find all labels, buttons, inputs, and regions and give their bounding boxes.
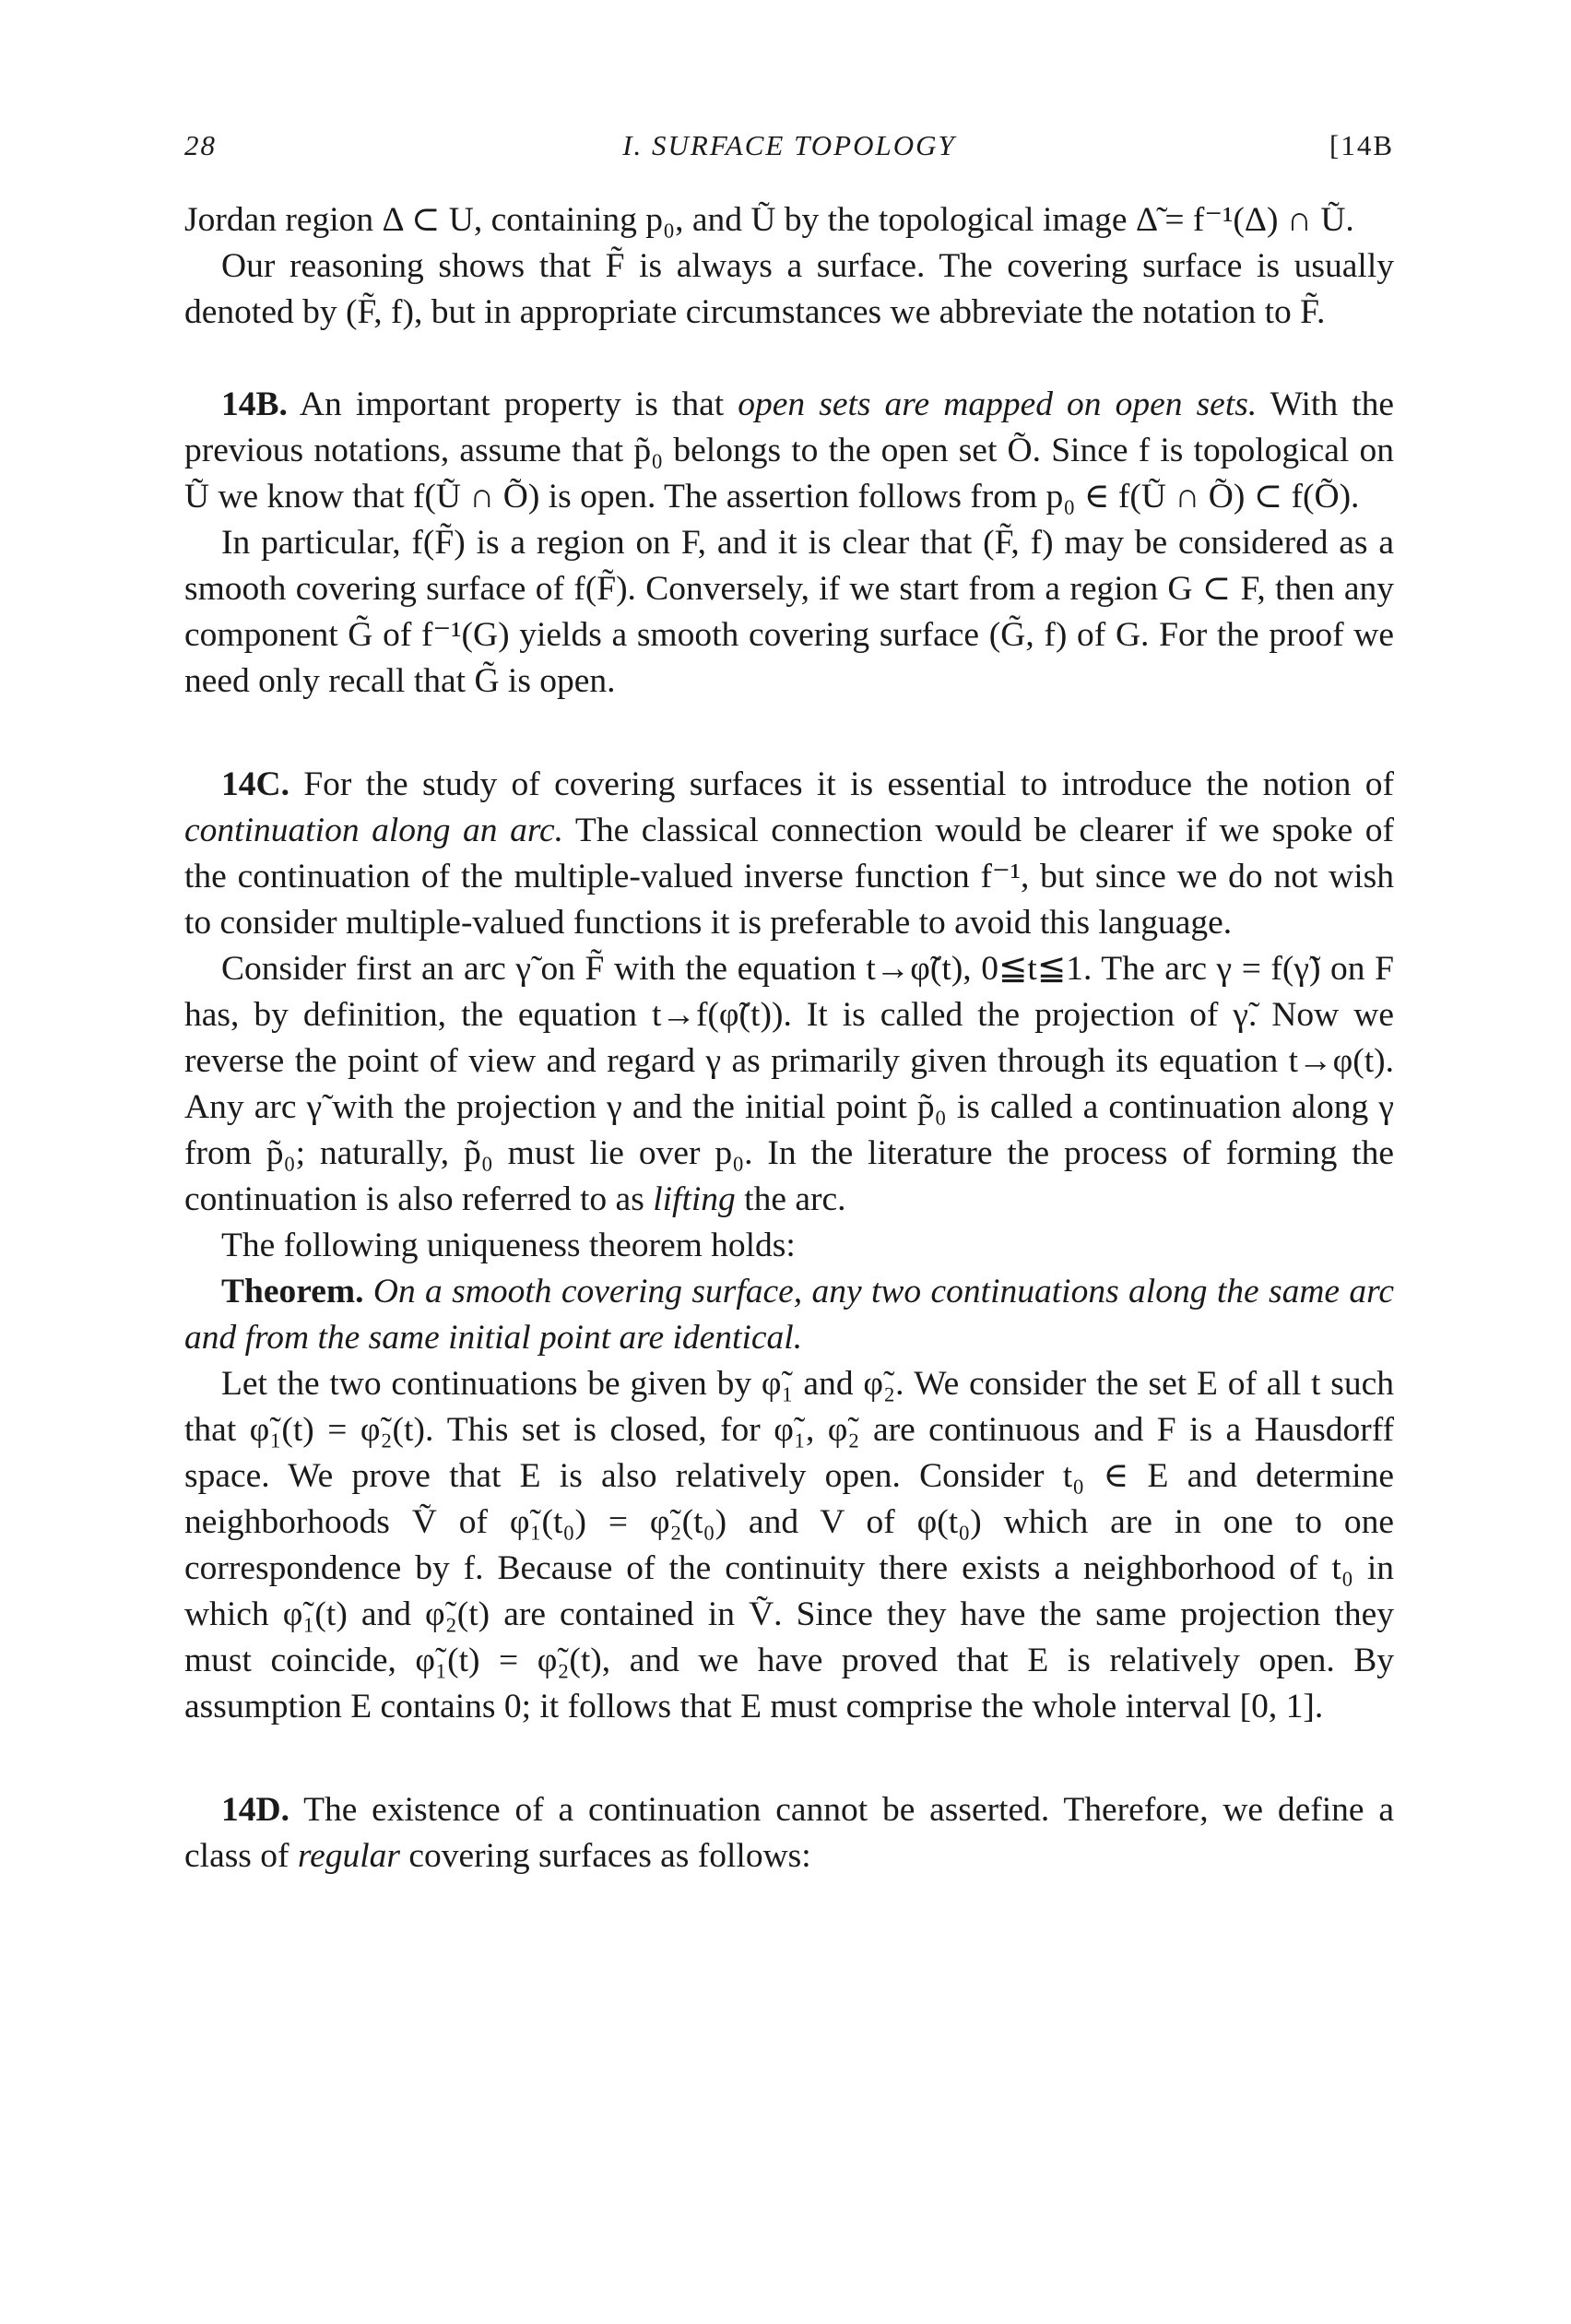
section-14b-text-a: An important property is that — [299, 385, 725, 423]
section-14c-label: 14C. — [221, 765, 289, 803]
paragraph-arc-emphasis: lifting — [653, 1180, 736, 1218]
page-body — [184, 197, 1394, 1879]
paragraph-proof: Let the two continuations be given by φ̃₁ and φ̃₂. We consider the set E of all t such that φ̃₁(t) = φ̃₂(t). This set is closed, for φ̃₁, φ̃₂ are continuous and F is a Hausdorff space. We prove that E is also relatively open. Consider t₀ ∈ E and determine neighborhoods Ṽ of φ̃₁(t₀) = φ̃₂(t₀) and V of φ(t₀) which are in one to one correspondence by f. Because of the continuity there exists a neighborhood of t₀ in which φ̃₁(t) and φ̃₂(t) are contained in Ṽ. Since they have the same projection they must coincide, φ̃₁(t) = φ̃₂(t), and we have proved that E is relatively open. By assumption E contains 0; it follows that E must comprise the whole interval [0, 1]. — [184, 1365, 1394, 1725]
section-14d-text-a: The existence of a continuation cannot be asserted. Therefore, we define a class of — [184, 1791, 1394, 1875]
paragraph-theorem-intro: The following uniqueness theorem holds: — [221, 1227, 796, 1264]
section-14c-emphasis: continuation along an arc. — [184, 812, 564, 849]
paragraph-surface: Our reasoning shows that F̃ is always a surface. The covering surface is usually denoted by (F̃, f), but in appropriate circumstances we abbreviate the notation to F̃. — [184, 247, 1394, 331]
theorem — [184, 1269, 1394, 1361]
section-14d-text-b: covering surfaces as follows: — [408, 1837, 811, 1875]
paragraph-arc-text-b: the arc. — [744, 1180, 846, 1218]
section-14b — [184, 382, 1394, 520]
section-14c — [184, 762, 1394, 946]
paragraph-region: In particular, f(F̃) is a region on F, and it is clear that (F̃, f) may be considered as a smooth covering surface of f(F̃). Conversely, if we start from a region G ⊂ F, then any component G̃ of f⁻¹(G) yields a smooth covering surface (G̃, f) of G. For the proof we need only recall that G̃ is open. — [184, 524, 1394, 700]
section-14d — [184, 1787, 1394, 1879]
section-14d-label: 14D. — [221, 1791, 289, 1829]
running-title: I. SURFACE TOPOLOGY — [622, 129, 956, 161]
section-14b-emphasis: open sets are mapped on open sets. — [738, 385, 1258, 423]
paragraph-arc — [184, 946, 1394, 1223]
running-header — [184, 129, 1394, 170]
section-14c-text-a: For the study of covering surfaces it is essential to introduce the notion of — [303, 765, 1395, 803]
section-14d-emphasis: regular — [297, 1837, 400, 1875]
paragraph-continued: Jordan region Δ ⊂ U, containing p₀, and Ũ by the topological image Δ̃ = f⁻¹(Δ) ∩ Ũ. — [184, 201, 1354, 239]
section-14b-text-b: With the previous notations, assume that p̃₀ belongs to the open set Õ. Since f is topological on Ũ we know that f(Ũ ∩ Õ) is open. The assertion follows from p₀ ∈ f(Ũ ∩ Õ) ⊂ f(Õ). — [184, 385, 1394, 516]
paragraph-arc-text-a: Consider first an arc γ̃ on F̃ with the equation t→φ̃(t), 0≦t≦1. The arc γ = f(γ̃) on F has, by definition, the equation t→f(φ̃(t)). It is called the projection of γ̃. Now we reverse the point of view and regard γ as primarily given through its equation t→φ(t). Any arc γ̃ with the projection γ and the initial point p̃₀ is called a continuation along γ from p̃₀; naturally, p̃₀ must lie over p₀. In the literature the process of forming the continuation is also referred to as — [184, 950, 1394, 1218]
theorem-label: Theorem. — [221, 1273, 364, 1310]
section-reference: [14B — [1329, 129, 1394, 161]
theorem-statement: On a smooth covering surface, any two continuations along the same arc and from the same initial point are identical. — [184, 1273, 1395, 1357]
page-number: 28 — [184, 129, 217, 161]
book-page — [184, 129, 1394, 1879]
section-14b-label: 14B. — [221, 385, 288, 423]
section-14c-text-b: The classical connection would be clearer if we spoke of the continuation of the multiple-valued inverse function f⁻¹, but since we do not wish to consider multiple-valued functions it is preferable to avoid this language. — [184, 812, 1394, 942]
